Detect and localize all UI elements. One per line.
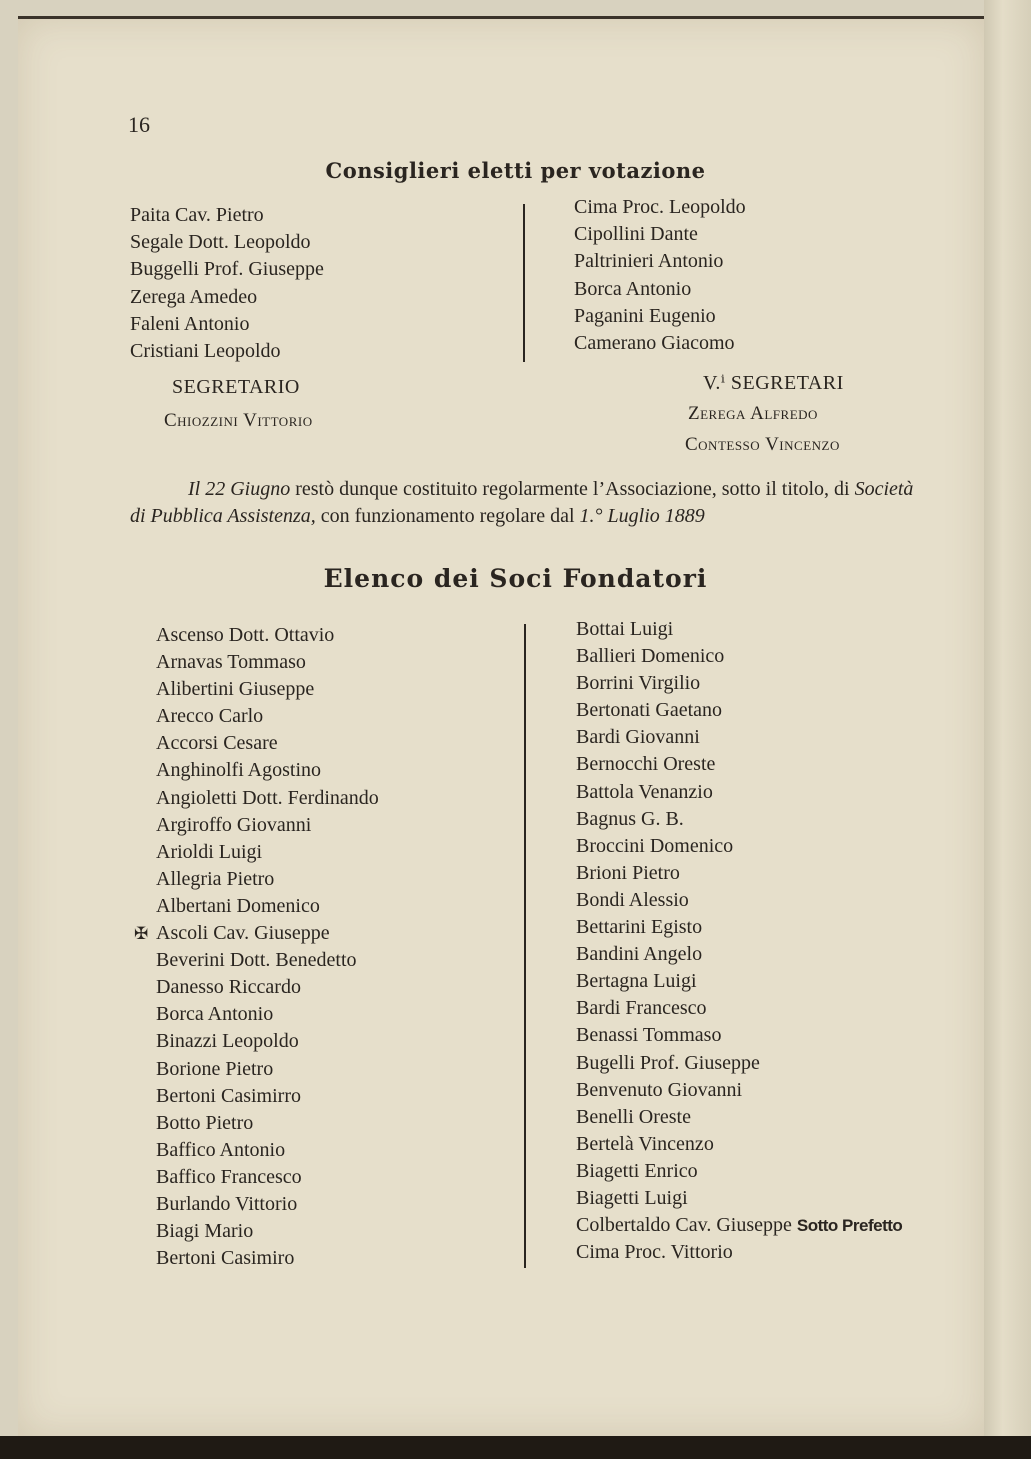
list-item: Battola Venanzio <box>576 780 713 803</box>
list-item: Paita Cav. Pietro <box>130 204 264 226</box>
list-item: Anghinolfi Agostino <box>156 759 322 782</box>
list-item: Botto Pietro <box>156 1111 254 1134</box>
list-item: Zerega Amedeo <box>130 285 258 308</box>
list-item: Borca Antonio <box>574 277 692 300</box>
councillors-heading: Consiglieri eletti per votazione <box>325 158 706 183</box>
society-name: Società di Pubblica Assistenza, <box>130 478 914 527</box>
column-divider <box>523 204 525 362</box>
list-item: Bertelà Vincenzo <box>576 1132 714 1155</box>
list-item: Arnavas Tommaso <box>156 651 306 674</box>
column-divider <box>524 624 526 1268</box>
list-item: Buggelli Prof. Giuseppe <box>130 258 324 281</box>
list-item: Cima Proc. Leopoldo <box>574 196 746 218</box>
list-item: Faleni Antonio <box>130 312 250 335</box>
vice-secretary-name: Contesso Vincenzo <box>685 434 840 455</box>
list-item-text: Ascoli Cav. Giuseppe <box>156 922 330 945</box>
secretary-name: Chiozzini Vittorio <box>164 410 313 431</box>
councillors-right-column <box>574 194 746 357</box>
list-item: Biagi Mario <box>156 1220 254 1243</box>
list-item: Bardi Francesco <box>576 997 707 1020</box>
list-item: Biagetti Enrico <box>576 1159 698 1182</box>
list-item: Camerano Giacomo <box>574 332 735 355</box>
list-item-text: Colbertaldo Cav. Giuseppe <box>576 1214 792 1237</box>
list-item: Bugelli Prof. Giuseppe <box>576 1051 760 1074</box>
list-item: Ascenso Dott. Ottavio <box>156 624 335 646</box>
list-item: Bertonati Gaetano <box>576 699 723 722</box>
list-item: Benassi Tommaso <box>576 1024 722 1047</box>
list-item: Accorsi Cesare <box>156 732 278 755</box>
paragraph-text: restò dunque costituito regolarmente l’Associazione, sotto il titolo, di <box>290 478 855 500</box>
list-item: Bagnus G. B. <box>576 807 684 830</box>
secretary-label: SEGRETARIO <box>172 376 300 398</box>
book-spine <box>984 0 1031 1459</box>
list-item: Bernocchi Oreste <box>576 753 716 776</box>
list-item: Borrini Virgilio <box>576 672 701 695</box>
list-item: Arecco Carlo <box>156 705 264 728</box>
bottom-edge <box>0 1436 1031 1459</box>
list-item: Broccini Domenico <box>576 834 734 857</box>
list-item: Baffico Antonio <box>156 1138 286 1161</box>
vice-secretary-name: Zerega Alfredo <box>688 403 818 424</box>
list-item: Baffico Francesco <box>156 1165 302 1188</box>
list-item: Cima Proc. Vittorio <box>576 1241 733 1264</box>
maltese-cross-icon: ✠ <box>134 924 149 944</box>
list-item: Benelli Oreste <box>576 1105 691 1128</box>
list-item: Albertani Domenico <box>156 894 320 917</box>
list-item: Cristiani Leopoldo <box>130 340 281 363</box>
list-item: Borione Pietro <box>156 1057 274 1080</box>
list-item: Borca Antonio <box>156 1003 274 1026</box>
list-item: Bondi Alessio <box>576 888 689 911</box>
founding-paragraph <box>130 476 920 530</box>
list-item: Paganini Eugenio <box>574 304 716 327</box>
councillors-left-column <box>130 202 324 365</box>
list-item <box>576 1212 902 1239</box>
founders-heading: Elenco dei Soci Fondatori <box>323 564 708 593</box>
paragraph-text: con funzionamento regolare dal <box>315 505 580 527</box>
founders-left-column <box>134 622 379 1272</box>
list-item: Binazzi Leopoldo <box>156 1030 299 1053</box>
list-item: Bertagna Luigi <box>576 970 697 993</box>
list-item: Paltrinieri Antonio <box>574 250 724 273</box>
list-item: Bandini Angelo <box>576 943 703 966</box>
list-item: Cipollini Dante <box>574 223 698 246</box>
list-item: Burlando Vittorio <box>156 1192 298 1215</box>
list-item: Argiroffo Giovanni <box>156 813 312 836</box>
list-item: Ballieri Domenico <box>576 645 725 668</box>
list-item: Arioldi Luigi <box>156 840 263 863</box>
list-item: Bettarini Egisto <box>576 916 703 939</box>
paragraph-start-date: 1.° Luglio 1889 <box>579 505 705 527</box>
list-item <box>134 920 379 947</box>
founders-right-column <box>576 616 902 1266</box>
list-item: Allegria Pietro <box>156 867 275 890</box>
paragraph-date: Il 22 Giugno <box>188 478 291 500</box>
list-item: Biagetti Luigi <box>576 1186 688 1209</box>
vice-secretaries-label: V.ⁱ SEGRETARI <box>703 372 844 394</box>
sotto-prefetto-note: Sotto Prefetto <box>796 1216 903 1236</box>
list-item: Angioletti Dott. Ferdinando <box>156 786 379 809</box>
page-number: 16 <box>128 112 150 137</box>
list-item: Bertoni Casimirro <box>156 1084 301 1107</box>
list-item: Danesso Riccardo <box>156 976 301 999</box>
list-item: Bardi Giovanni <box>576 726 700 749</box>
list-item: Alibertini Giuseppe <box>156 678 315 701</box>
list-item: Bottai Luigi <box>576 618 674 640</box>
list-item: Brioni Pietro <box>576 861 680 884</box>
list-item: Beverini Dott. Benedetto <box>156 949 357 972</box>
top-border-line <box>18 16 984 19</box>
list-item: Benvenuto Giovanni <box>576 1078 743 1101</box>
list-item: Bertoni Casimiro <box>156 1247 295 1270</box>
list-item: Segale Dott. Leopoldo <box>130 231 311 254</box>
